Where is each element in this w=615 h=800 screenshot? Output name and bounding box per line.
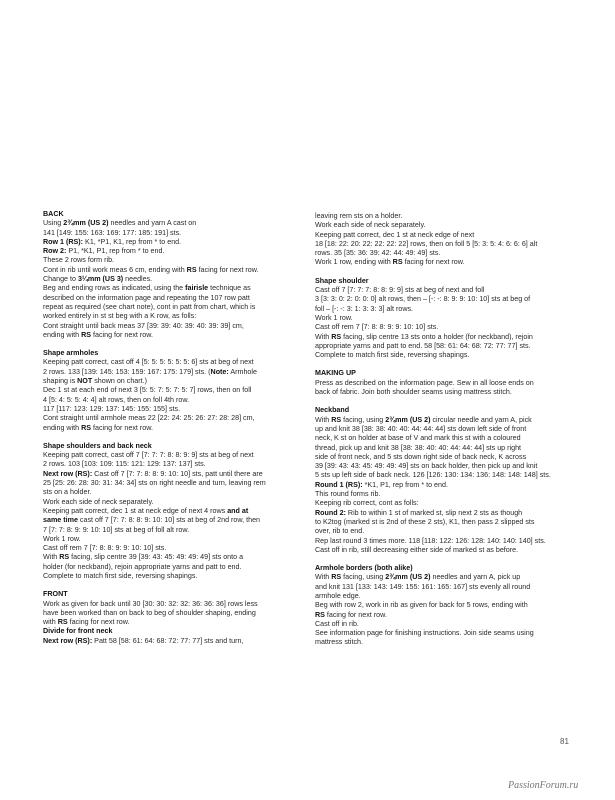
text-line — [43, 553, 306, 562]
text-line — [315, 323, 578, 332]
text-segment: Keeping patt correct, dec 1 st at neck edge of next — [315, 230, 475, 239]
text-line — [43, 488, 306, 497]
bold-text-segment: 2¾mm (US 2) — [63, 219, 109, 228]
text-segment: Cast off in rib, still decreasing either side of marked st as before. — [315, 545, 519, 554]
text-segment: holder (for neckband), rejoin appropriate yarns and patt to end. — [43, 562, 242, 571]
text-line — [315, 249, 578, 258]
text-segment: Work 1 row. — [43, 534, 81, 543]
text-line — [315, 471, 578, 480]
bold-text-segment: NOT — [77, 377, 93, 386]
text-line — [315, 583, 578, 592]
text-segment: Cast off 7 [7: 7: 7: 8: 8: 9: 9] sts at beg of next and foll — [315, 286, 485, 295]
text-segment: facing for next row. — [196, 265, 259, 274]
paragraph-gap — [315, 555, 578, 564]
text-segment: needles and yarn A, pick up — [430, 573, 521, 582]
watermark-text: PassionForum.ru — [508, 780, 579, 791]
text-segment: Change to — [43, 275, 78, 284]
text-segment: Work each side of neck separately. — [43, 497, 154, 506]
text-line — [43, 609, 306, 618]
text-segment: with — [43, 618, 58, 627]
text-line — [43, 507, 306, 516]
text-segment: Cont straight until back meas 37 [39: 39: 40: 39: 40: 39: 39] cm, — [43, 321, 244, 330]
text-segment: Cast off rem 7 [7: 8: 8: 9: 9: 10: 10] sts. — [315, 323, 439, 332]
text-line — [43, 312, 306, 321]
text-segment: With — [315, 415, 332, 424]
text-segment: facing for next row. — [324, 610, 387, 619]
text-segment: K1, *P1, K1, rep from * to end. — [83, 237, 182, 246]
text-segment: facing, using — [341, 415, 386, 424]
bold-text-segment: RS — [331, 332, 342, 341]
text-line — [43, 526, 306, 535]
text-line — [315, 221, 578, 230]
bold-text-segment: fairisle — [185, 284, 209, 293]
bold-text-segment: RS — [331, 415, 342, 424]
text-line — [43, 563, 306, 572]
bold-text-segment: Round 1 (RS): — [315, 480, 363, 489]
text-segment: 18 [18: 22: 20: 22: 22: 22: 22] rows, then on foll 5 [5: 3: 5: 4: 6: 6: 6] alt — [315, 239, 538, 248]
text-line — [43, 535, 306, 544]
text-segment: rows. 35 [35: 36: 39: 42: 44: 49: 49] sts. — [315, 249, 441, 258]
text-segment: facing for next row. — [402, 258, 465, 267]
text-segment: Complete to match first side, reversing shapings. — [315, 351, 470, 360]
text-line — [315, 518, 578, 527]
text-segment: Patt 58 [58: 61: 64: 68: 72: 77: 77] sts and turn, — [92, 636, 244, 645]
paragraph-gap — [43, 340, 306, 349]
paragraph-gap — [43, 581, 306, 590]
text-segment: 2 rows. 103 [103: 109: 115: 121: 129: 137: 137] sts. — [43, 460, 206, 469]
text-line — [315, 388, 578, 397]
section-heading: Divide for front neck — [43, 627, 113, 636]
bold-text-segment: same time — [43, 516, 78, 525]
text-line — [315, 425, 578, 434]
text-line — [315, 333, 578, 342]
text-segment: Keeping patt correct, cast off 4 [5: 5: 5: 5: 5: 5: 6] sts at beg of next — [43, 358, 254, 367]
text-segment: 141 [149: 155: 163: 169: 177: 185: 191] sts. — [43, 228, 182, 237]
bold-text-segment: Row 2: — [43, 247, 67, 256]
section-heading: BACK — [43, 210, 64, 218]
text-segment: shaping is — [43, 377, 78, 386]
text-line — [315, 416, 578, 425]
text-line — [315, 638, 578, 647]
text-segment: up and knit 38 [38: 38: 40: 40: 44: 44: 44] sts down left side of front — [315, 424, 527, 433]
text-segment: Work each side of neck separately. — [315, 221, 426, 230]
text-line — [315, 620, 578, 629]
text-segment: mattress stitch. — [315, 638, 364, 647]
text-segment: facing for next row. — [91, 423, 153, 432]
text-line — [315, 444, 578, 453]
text-segment: facing for next row. — [67, 618, 130, 627]
section-heading: Neckband — [315, 406, 350, 415]
text-segment: 117 [117: 123: 129: 137: 145: 155: 155] sts. — [43, 404, 181, 413]
text-line — [43, 618, 306, 627]
text-line — [315, 546, 578, 555]
text-segment: 3 [3: 3: 0: 2: 0: 0: 0] alt rows, then – [-: -: 8: 9: 9: 10: 10] sts at beg of — [315, 295, 531, 304]
text-segment: 25 [25: 26: 28: 30: 31: 34: 34] sts on right needle and turn, leaving rem — [43, 479, 266, 488]
text-segment: With — [43, 553, 60, 562]
bold-text-segment: Round 2: — [315, 508, 346, 517]
text-line — [43, 303, 306, 312]
text-line — [315, 286, 578, 295]
text-segment: This round forms rib. — [315, 490, 381, 499]
text-line — [315, 342, 578, 351]
text-segment: to K2tog (marked st is 2nd of these 2 sts), K1, then pass 2 slipped sts — [315, 517, 535, 526]
text-line — [43, 331, 306, 340]
text-segment: over, rib to end. — [315, 527, 365, 536]
bold-text-segment: RS — [331, 573, 342, 582]
section-heading: MAKING UP — [315, 369, 356, 378]
text-segment: 39 [39: 43: 43: 45: 49: 49: 49] sts on back holder, then pick up and knit — [315, 462, 538, 471]
text-segment: Cast off 7 [7: 7: 8: 8: 9: 10: 10] sts, patt until there are — [92, 469, 263, 478]
text-line — [315, 453, 578, 462]
text-line — [315, 351, 578, 360]
text-line — [43, 256, 306, 265]
paragraph-gap — [315, 360, 578, 369]
bold-text-segment: 2¾mm (US 2) — [385, 415, 431, 424]
text-line — [315, 295, 578, 304]
text-segment: technique as — [208, 284, 251, 293]
text-segment: Beg with row 2, work in rib as given for back for 5 rows, ending with — [315, 601, 528, 610]
bold-text-segment: Next row (RS): — [43, 636, 93, 645]
text-segment: 5 sts up left side of back neck. 126 [126: 130: 134: 136: 148: 148: 148] sts. — [315, 471, 551, 480]
text-line — [315, 537, 578, 546]
text-segment: Work as given for back until 30 [30: 30: 32: 32: 36: 36: 36] rows less — [43, 599, 258, 608]
text-segment: 4 [5: 4: 5: 5: 4: 4] alt rows, then on foll 4th row. — [43, 395, 190, 404]
text-segment: P1, *K1, P1, rep from * to end. — [66, 247, 165, 256]
bold-text-segment: RS — [186, 265, 197, 274]
text-segment: cast off 7 [7: 7: 8: 8: 9: 10: 10] sts at beg of 2nd row, then — [77, 516, 261, 525]
text-line — [315, 305, 578, 314]
text-line — [315, 527, 578, 536]
text-segment: 2 rows. 133 [139: 145: 153: 159: 167: 175: 179] sts. ( — [43, 367, 211, 376]
right-column — [315, 212, 578, 648]
text-segment: Work 1 row, ending with — [315, 258, 393, 267]
text-segment: sts on a holder. — [43, 488, 92, 497]
text-line — [43, 424, 306, 433]
bold-text-segment: and at — [227, 506, 249, 515]
text-line — [43, 451, 306, 460]
text-segment: and knit 131 [133: 143: 149: 155: 161: 165: 167] sts evenly all round — [315, 582, 531, 591]
text-line — [315, 499, 578, 508]
text-segment: Keeping rib correct, cont as folls: — [315, 499, 419, 508]
section-heading: Shape armholes — [43, 349, 99, 358]
text-line — [315, 379, 578, 388]
text-segment: Work 1 row. — [315, 313, 353, 322]
text-line — [43, 266, 306, 275]
text-line — [315, 258, 578, 267]
text-segment: Beg and ending rows as indicated, using the — [43, 284, 186, 293]
text-segment: thread, pick up and knit 38 [38: 38: 40: 40: 44: 44: 44] sts up right — [315, 443, 522, 452]
text-segment: Cont in rib until work meas 6 cm, ending with — [43, 265, 187, 274]
text-segment: Rib to within 1 st of marked st, slip next 2 sts as though — [345, 508, 523, 517]
text-line — [43, 275, 306, 284]
text-line — [315, 240, 578, 249]
paragraph-gap — [43, 433, 306, 442]
text-segment: See information page for finishing instructions. Join side seams using — [315, 629, 534, 638]
text-line — [315, 434, 578, 443]
bold-text-segment: RS — [59, 553, 70, 562]
page-number: 81 — [560, 737, 569, 746]
text-line — [315, 462, 578, 471]
text-line — [43, 600, 306, 609]
bold-text-segment: RS — [392, 258, 403, 267]
section-heading: Shape shoulder — [315, 276, 369, 285]
text-segment: With — [315, 332, 332, 341]
text-segment: worked entirely in st st beg with a K row, as folls: — [43, 312, 197, 321]
text-segment: shown on chart.) — [92, 377, 147, 386]
text-line — [43, 229, 306, 238]
text-segment: Complete to match first side, reversing shapings. — [43, 571, 198, 580]
text-line — [43, 238, 306, 247]
text-segment: armhole edge. — [315, 591, 361, 600]
text-segment: side of front neck, and 5 sts down right side of back neck, K across — [315, 452, 527, 461]
section-heading: Shape shoulders and back neck — [43, 441, 152, 450]
text-segment: Dec 1 st at each end of next 3 [5: 5: 7: 5: 7: 5: 7] rows, then on foll — [43, 386, 252, 395]
text-line — [43, 247, 306, 256]
text-segment: 7 [7: 7: 8: 9: 9: 10: 10] sts at beg of foll alt row. — [43, 525, 190, 534]
text-segment: neck, K st on holder at base of V and mark this st with a coloured — [315, 434, 521, 443]
text-segment: These 2 rows form rib. — [43, 256, 115, 265]
text-line — [43, 572, 306, 581]
bold-text-segment: Next row (RS): — [43, 469, 93, 478]
text-segment: have been worked than on back to beg of shoulder shaping, ending — [43, 608, 256, 617]
text-segment: Cast off in rib. — [315, 619, 359, 628]
text-line — [315, 592, 578, 601]
text-segment: leaving rem sts on a holder. — [315, 212, 403, 220]
bold-text-segment: 2¾mm (US 2) — [385, 573, 431, 582]
text-segment: circular needle and yarn A, pick — [430, 415, 532, 424]
text-line — [43, 358, 306, 367]
text-segment: Cont straight until armhole meas 22 [22: 24: 25: 26: 27: 28: 28] cm, — [43, 414, 255, 423]
text-line — [43, 460, 306, 469]
text-segment: back of fabric. Join both shoulder seams using mattress stitch. — [315, 388, 512, 397]
text-segment: foll – [-: -: 3: 1: 3: 3: 3] alt rows. — [315, 304, 414, 313]
text-segment: Using — [43, 219, 64, 228]
text-segment: Rep last round 3 times more. 118 [118: 122: 126: 128: 140: 140: 140] sts. — [315, 536, 546, 545]
text-line — [315, 490, 578, 499]
text-segment: Press as described on the information page. Sew in all loose ends on — [315, 378, 534, 387]
text-segment: With — [315, 573, 332, 582]
text-line — [315, 611, 578, 620]
text-segment: ending with — [43, 423, 82, 432]
text-line — [43, 414, 306, 423]
text-segment: ending with — [43, 330, 82, 339]
text-segment: Armhole — [228, 367, 257, 376]
text-line — [43, 322, 306, 331]
text-segment: Keeping patt correct, cast off 7 [7: 7: 7: 8: 8: 9: 9] sts at beg of next — [43, 451, 254, 460]
text-line — [43, 479, 306, 488]
text-line — [315, 212, 578, 221]
text-line — [43, 386, 306, 395]
text-line — [43, 544, 306, 553]
text-line — [315, 573, 578, 582]
text-line — [43, 498, 306, 507]
text-segment: described on the information page and repeating the 107 row patt — [43, 293, 250, 302]
text-segment: facing, slip centre 13 sts onto a holder (for neckband), rejoin — [341, 332, 533, 341]
section-heading: Armhole borders (both alike) — [315, 564, 413, 573]
text-segment: facing, using — [341, 573, 386, 582]
text-line — [43, 284, 306, 293]
text-segment: facing for next row. — [91, 330, 153, 339]
text-segment: repeat as required (see chart note), cont in patt from chart, which is — [43, 302, 256, 311]
text-segment: Keeping patt correct, dec 1 st at neck edge of next 4 rows — [43, 506, 228, 515]
text-line — [315, 231, 578, 240]
text-line — [43, 516, 306, 525]
bold-text-segment: Row 1 (RS): — [43, 237, 84, 246]
text-line — [43, 368, 306, 377]
text-line — [43, 637, 306, 646]
bold-text-segment: 3¼mm (US 3) — [77, 275, 124, 284]
text-segment: appropriate yarns and patt to end. 58 [58: 61: 64: 68: 72: 77: 77] sts. — [315, 341, 531, 350]
left-column — [43, 210, 306, 646]
text-line — [43, 396, 306, 405]
text-segment: needles. — [123, 275, 153, 284]
bold-text-segment: RS — [315, 610, 325, 619]
text-line — [43, 219, 306, 228]
text-segment: *K1, P1, rep from * to end. — [362, 480, 448, 489]
text-segment: needles and yarn A cast on — [108, 219, 197, 228]
text-line — [43, 405, 306, 414]
paragraph-gap — [315, 397, 578, 406]
bold-text-segment: RS — [81, 423, 92, 432]
text-line — [43, 294, 306, 303]
text-line — [315, 629, 578, 638]
text-line — [315, 601, 578, 610]
section-heading: FRONT — [43, 590, 68, 599]
text-line — [43, 377, 306, 386]
bold-text-segment: RS — [81, 330, 92, 339]
text-segment: Cast off rem 7 [7: 8: 8: 9: 9: 10: 10] sts. — [43, 544, 167, 553]
text-line — [43, 470, 306, 479]
text-line — [315, 509, 578, 518]
text-line — [315, 481, 578, 490]
text-line — [315, 314, 578, 323]
text-segment: facing, slip centre 39 [39: 43: 45: 49: 49: 49] sts onto a — [69, 553, 244, 562]
bold-text-segment: Note: — [210, 367, 229, 376]
paragraph-gap — [315, 268, 578, 277]
bold-text-segment: RS — [57, 618, 68, 627]
